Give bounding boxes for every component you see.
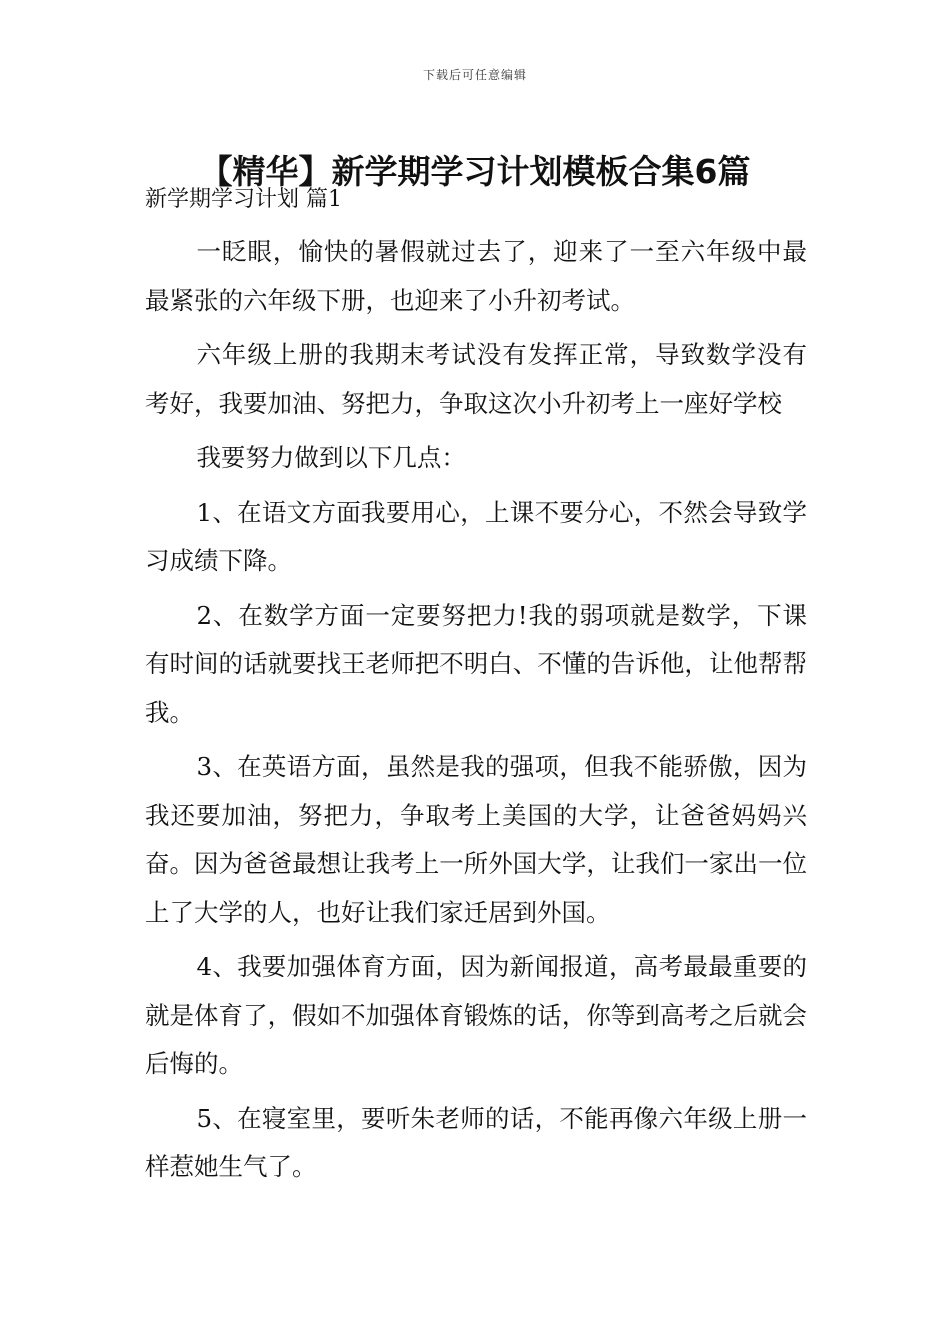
section-heading: 新学期学习计划 篇1 <box>145 187 342 212</box>
paragraph: 一眨眼，愉快的暑假就过去了，迎来了一至六年级中最最紧张的六年级下册，也迎来了小升初考试。 <box>145 237 807 315</box>
paragraph: 我要努力做到以下几点： <box>196 443 466 472</box>
paragraph: 5、在寝室里，要听朱老师的话，不能再像六年级上册一样惹她生气了。 <box>145 1103 807 1181</box>
paragraph: 2、在数学方面一定要努把力!我的弱项就是数学，下课有时间的话就要找王老师把不明白、不懂的告诉他，让他帮帮我。 <box>145 600 807 727</box>
paragraph: 1、在语文方面我要用心，上课不要分心，不然会导致学习成绩下降。 <box>145 497 807 575</box>
header-note: 下载后可任意编辑 <box>422 68 527 82</box>
paragraph: 3、在英语方面，虽然是我的强项，但我不能骄傲，因为我还要加油，努把力，争取考上美国的大学，让爸爸妈妈兴奋。因为爸爸最想让我考上一所外国大学，让我们一家出一位上了大学的人，也好让我们家迁居到外国。 <box>145 752 807 927</box>
paragraph: 4、我要加强体育方面，因为新闻报道，高考最最重要的就是体育了，假如不加强体育锻炼的话，你等到高考之后就会后悔的。 <box>145 952 807 1078</box>
document-body <box>145 180 807 1192</box>
paragraph: 六年级上册的我期末考试没有发挥正常，导致数学没有考好，我要加油、努把力，争取这次小升初考上一座好学校 <box>145 340 807 418</box>
document-title: 【精华】新学期学习计划模板合集6篇 <box>199 152 751 192</box>
